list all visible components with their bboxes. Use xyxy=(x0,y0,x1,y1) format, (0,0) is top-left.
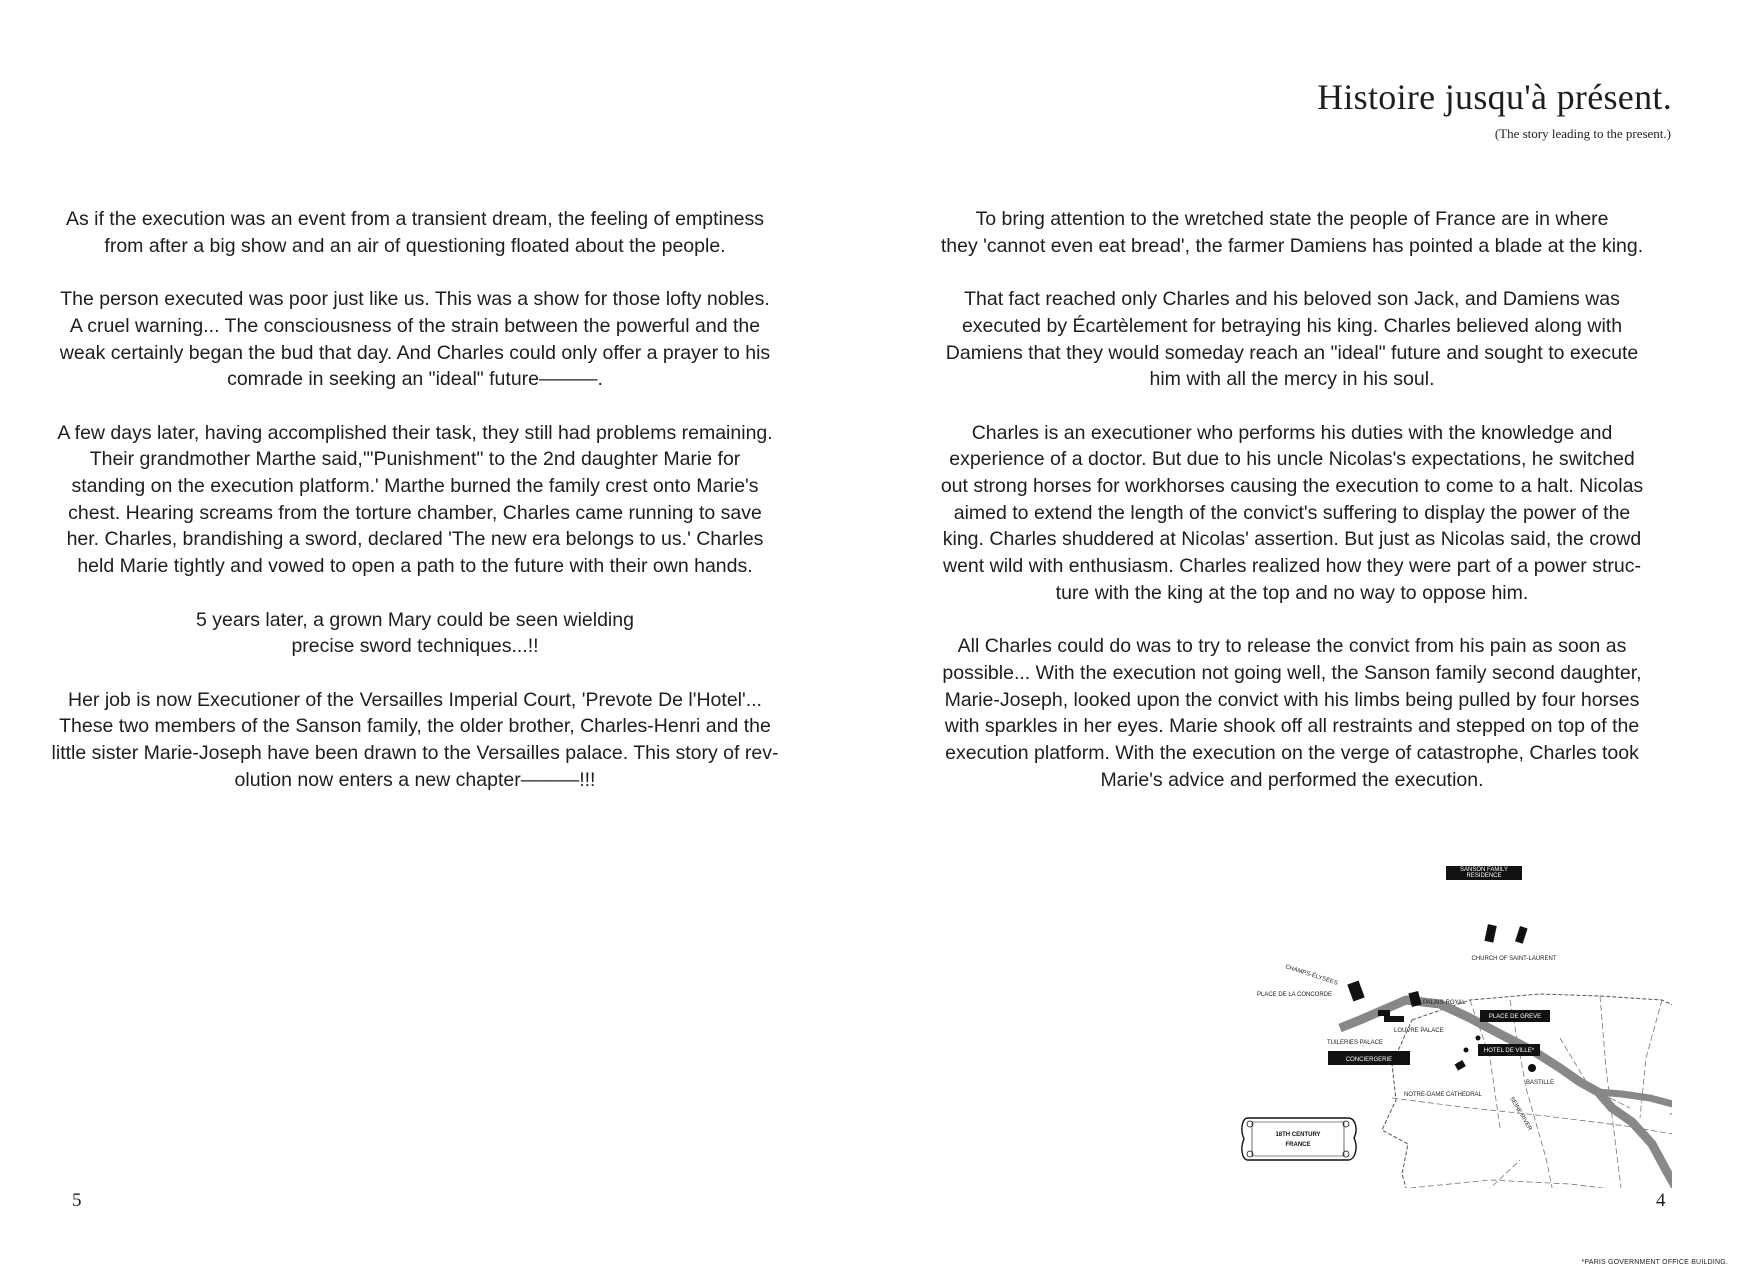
concorde-building xyxy=(1347,980,1364,1001)
page-number-left: 5 xyxy=(72,1190,82,1211)
paragraph: A few days later, having accomplished their task, they still had problems remaining. Their grandmother Marthe said,'"Punishment" to the 2nd daughter Marie for standing on the execution platform.' Marthe burned the family crest onto Marie's chest. Hearing screams from the torture chamber, Charles came running to save her. Charles, brandishing a sword, declared 'The new era belongs to us.' Charles held Marie tightly and vowed to open a path to the future with their own hands. xyxy=(57,421,773,578)
concorde-label: PLACE DE LA CONCORDE xyxy=(1257,992,1333,998)
louvre-label: LOUVRE PALACE xyxy=(1394,1028,1444,1034)
banner-label: FRANCE xyxy=(1285,1142,1311,1148)
paragraph: 5 years later, a grown Mary could be seen wielding precise sword techniques...!! xyxy=(196,608,634,658)
sanson-residence-label: RESIDENCE xyxy=(1466,873,1502,879)
page-subtitle: (The story leading to the present.) xyxy=(1494,126,1671,141)
paragraph: Charles is an executioner who performs his duties with the knowledge and experience of a doctor. But due to his uncle Nicolas's expectations, he switched out strong horses for workhorses causing the execution to come to a halt. Nicolas aimed to extend the length of the convict's suffering to display the power of the king. Charles shuddered at Nicolas' assertion. But just as Nicolas said, the crowd went wild with enthusiasm. Charles realized how they were part of a power struc- ture with the king at the top and no way to oppose him. xyxy=(940,421,1644,604)
right-text-column xyxy=(906,206,1678,820)
tuileries-label: TUILERIES PALACE xyxy=(1327,1040,1383,1046)
conciergerie-label: CONCIERGERIE xyxy=(1345,1057,1393,1063)
church-building xyxy=(1515,926,1528,944)
notre-dame-building xyxy=(1455,1060,1466,1071)
champs-label: CHAMPS-ÉLYSÉES xyxy=(1284,964,1339,987)
place-de-greve-label: PLACE DE GREVE xyxy=(1488,1014,1542,1020)
louvre-building xyxy=(1378,1010,1404,1022)
church-label: CHURCH OF SAINT-LAURENT xyxy=(1471,956,1557,962)
paragraph: To bring attention to the wretched state the people of France are in where they 'cannot even eat bread', the farmer Damiens has pointed a blade at the king. xyxy=(940,208,1644,257)
map-content xyxy=(1242,866,1672,1188)
banner-label: 18TH CENTURY xyxy=(1275,1132,1321,1138)
paragraph: The person executed was poor just like us. This was a show for those lofty nobles. A cruel warning... The consciousness of the strain between the powerful and the weak certainly began the bud that day. And Charles could only offer a prayer to his comrade in seeking an "ideal" future———. xyxy=(59,288,771,391)
map-title-banner xyxy=(1242,1118,1356,1160)
hotel-de-ville-marker xyxy=(1464,1048,1469,1053)
bastille-label: BASTILLE xyxy=(1526,1080,1555,1086)
paragraph: Her job is now Executioner of the Versailles Imperial Court, 'Prevote De l'Hotel'... These two members of the Sanson family, the older brother, Charles-Henri and the little sister Marie-Joseph have been drawn to the Versailles palace. This story of rev- olution now enters a new chapter———!!! xyxy=(51,688,779,791)
paris-map xyxy=(1220,838,1672,1188)
hotel-de-ville-label: HOTEL DE VILLE* xyxy=(1483,1048,1535,1054)
page-number-right: 4 xyxy=(1656,1190,1666,1211)
sanson-residence-building xyxy=(1484,924,1496,942)
sanson-residence-label: SANSON FAMILY xyxy=(1460,867,1508,873)
paragraph: That fact reached only Charles and his beloved son Jack, and Damiens was executed by Écartèlement for betraying his king. Charles believed along with Damiens that they would someday reach an "ideal" future and sought to execute him with all the mercy in his soul. xyxy=(945,288,1639,391)
seine-label: SEINE RIVER xyxy=(1508,1096,1533,1132)
paragraph: As if the execution was an event from a transient dream, the feeling of emptiness from after a big show and an air of questioning floated about the people. xyxy=(65,208,765,257)
left-text-column xyxy=(22,206,808,820)
page-title: Histoire jusqu'à présent. xyxy=(1317,77,1672,117)
footnote: *PARIS GOVERNMENT OFFICE BUILDING. xyxy=(1581,1259,1728,1266)
notre-dame-label: NOTRE-DAME CATHEDRAL xyxy=(1404,1092,1482,1098)
paragraph: All Charles could do was to try to release the convict from his pain as soon as possible... With the execution not going well, the Sanson family second daughter, Marie-Joseph, looked upon the convict with his limbs being pulled by four horses with sparkles in her eyes. Marie shook off all restraints and stepped on top of the execution platform. With the execution on the verge of catastrophe, Charles took Marie's advice and performed the execution. xyxy=(942,635,1642,791)
bastille-marker xyxy=(1528,1064,1536,1072)
palais-royal-label: PALAIS-ROYAL xyxy=(1423,1000,1466,1006)
greve-marker xyxy=(1476,1036,1481,1041)
